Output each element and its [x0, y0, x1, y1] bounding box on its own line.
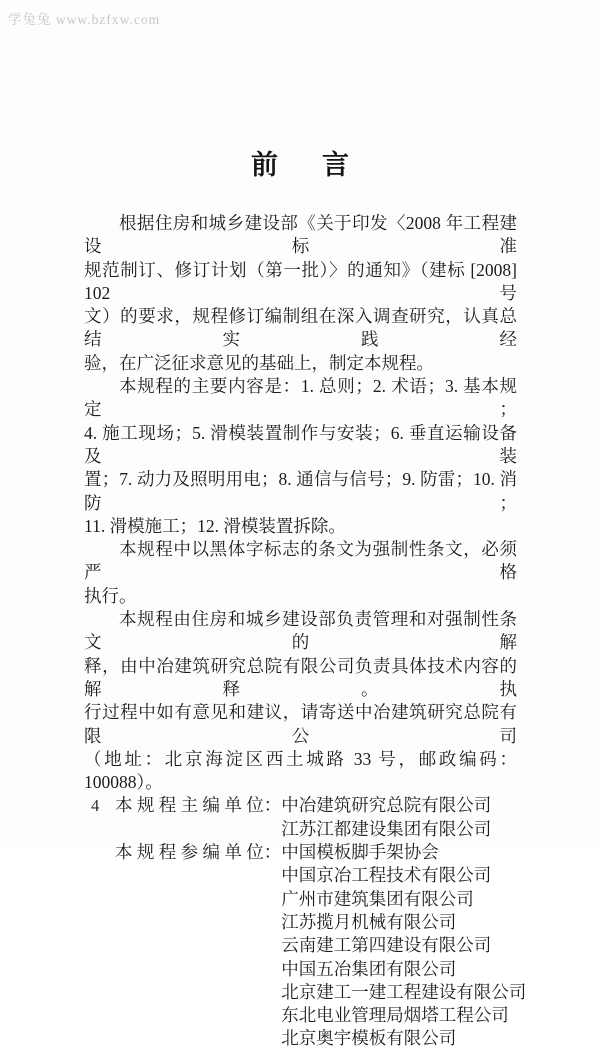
paragraph-line: （地址：北京海淀区西土城路 33 号，邮政编码：100088）。	[84, 748, 517, 793]
paragraph-line: 文）的要求，规程修订编制组在深入调查研究，认真总结实践经	[84, 306, 517, 350]
company-name: 广州市建筑集团有限公司	[281, 888, 474, 909]
paragraph-line: 验，在广泛征求意见的基础上，制定本规程。	[84, 352, 434, 373]
paragraph-line: 根据住房和城乡建设部《关于印发〈2008 年工程建设标准	[84, 213, 517, 257]
paragraph-line: 释，由中冶建筑研究总院有限公司负责具体技术内容的解释。执	[84, 655, 517, 699]
paragraph-line: 本规程由住房和城乡建设部负责管理和对强制性条文的解	[84, 609, 517, 653]
company-name: 云南建工第四建设有限公司	[281, 935, 492, 956]
preface-content	[84, 212, 527, 1051]
chief-editor-row	[84, 794, 517, 841]
paragraph-line: 4. 施工现场；5. 滑模装置制作与安装；6. 垂直运输设备及装	[84, 422, 517, 466]
company-name: 中冶建筑研究总院有限公司	[281, 795, 492, 816]
page-title-char-second: 言	[322, 150, 349, 180]
participating-editor-companies	[281, 841, 526, 1051]
paragraph-line: 规范制订、修订计划（第一批）〉的通知》（建标 [2008] 102 号	[84, 259, 517, 303]
company-name: 江苏揽月机械有限公司	[281, 911, 457, 932]
paragraph-line: 执行。	[84, 585, 137, 606]
paragraph-line: 行过程中如有意见和建议，请寄送中冶建筑研究总院有限公司	[84, 702, 517, 746]
page-title-char-first: 前	[251, 150, 278, 180]
participating-editor-row	[84, 841, 527, 1051]
company-name: 东北电业管理局烟塔工程公司	[281, 1005, 509, 1026]
company-name: 北京建工一建工程建设有限公司	[281, 981, 527, 1002]
paragraph-line: 本规程的主要内容是：1. 总则；2. 术语；3. 基本规定；	[84, 376, 517, 420]
paragraph-line: 置；7. 动力及照明用电；8. 通信与信号；9. 防雷；10. 消防；	[84, 469, 517, 513]
watermark-text: 学兔兔 www.bzfxw.com	[8, 12, 161, 27]
page-number: 4	[91, 796, 100, 815]
chief-editor-companies	[281, 794, 517, 841]
page-title	[0, 143, 600, 182]
chief-editor-label: 本 规 程 主 编 单 位：	[115, 795, 282, 816]
company-name: 中国京冶工程技术有限公司	[281, 865, 492, 886]
company-name: 中国模板脚手架协会	[281, 842, 439, 863]
paragraph-line: 本规程中以黑体字标志的条文为强制性条文，必须严格	[84, 539, 517, 583]
company-name: 中国五冶集团有限公司	[281, 958, 457, 979]
preface-paragraphs	[84, 212, 517, 794]
paragraph-line: 11. 滑模施工；12. 滑模装置拆除。	[84, 515, 346, 536]
company-name: 江苏江都建设集团有限公司	[281, 818, 492, 839]
participating-editor-label: 本 规 程 参 编 单 位：	[115, 842, 282, 863]
company-name: 北京奥宇模板有限公司	[281, 1028, 457, 1049]
